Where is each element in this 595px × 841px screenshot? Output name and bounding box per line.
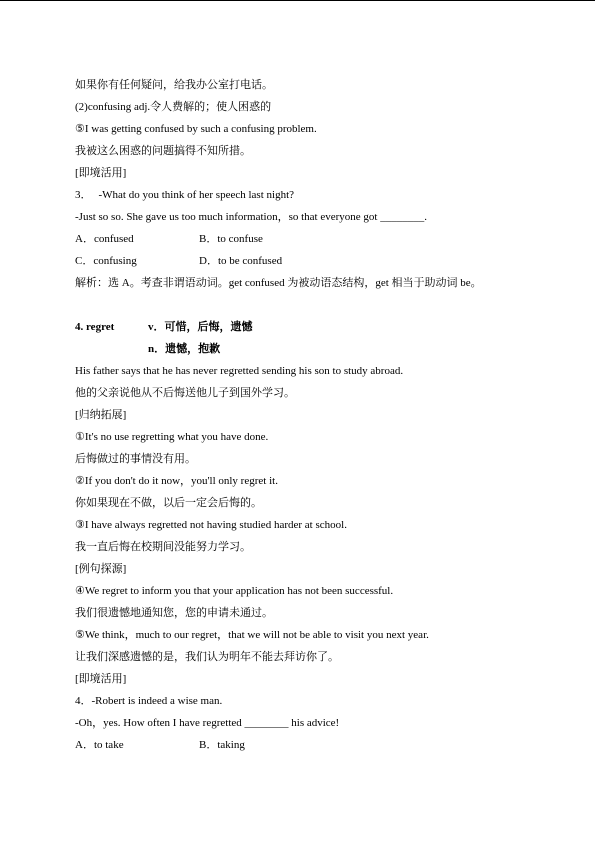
expand-example-2-zh: 你如果现在不做，以后一定会后悔的。 (75, 497, 262, 509)
option-b: B．taking (199, 739, 245, 751)
expand-example-1-zh: 后悔做过的事情没有用。 (75, 453, 196, 465)
question-3-explanation: 解析：选 A。考查非谓语动词。get confused 为被动语态结构，get 相当于助动词 be。 (75, 277, 482, 289)
pos-verb: v．可惜，后悔，遗憾 (148, 321, 253, 333)
question-4 (75, 690, 565, 712)
practice-label-1: [即境活用] (75, 167, 127, 179)
entry-heading-confusing: (2)confusing adj.令人费解的；使人困惑的 (75, 101, 272, 113)
question-4-options (75, 734, 565, 756)
expand-example-2-en: ②If you don't do it now，you'll only regret it. (75, 475, 278, 487)
example-zh: 他的父亲说他从不后悔送他儿子到国外学习。 (75, 387, 295, 399)
option-a: A．confused (75, 233, 134, 245)
source-example-4-zh: 我们很遗憾地通知您，您的申请未通过。 (75, 607, 273, 619)
source-example-5-en: ⑤We think，much to our regret，that we will not be able to visit you next year. (75, 629, 429, 641)
option-c: C．confusing (75, 255, 137, 267)
expand-example-3-en: ③I have always regretted not having studied harder at school. (75, 519, 347, 531)
practice-label-2: [即境活用] (75, 673, 127, 685)
example-en: His father says that he has never regretted sending his son to study abroad. (75, 365, 404, 377)
word-heading: 4. regret (75, 321, 115, 333)
option-d: D．to be confused (199, 255, 283, 267)
expand-example-1-en: ①It's no use regretting what you have done. (75, 431, 269, 443)
prev-translation: 如果你有任何疑问，给我办公室打电话。 (75, 79, 273, 91)
page-content (75, 74, 565, 756)
question-4-text: -Robert is indeed a wise man. (91, 695, 223, 707)
question-4-answer: -Oh，yes. How often I have regretted ________ his advice! (75, 717, 340, 729)
example-5-en: ⑤I was getting confused by such a confusing problem. (75, 123, 317, 135)
source-label: [例句探源] (75, 563, 127, 575)
spacer (75, 294, 565, 316)
question-3-answer: -Just so so. She gave us too much information，so that everyone got ________. (75, 211, 427, 223)
question-3-number: 3． (75, 189, 92, 201)
question-3-options-row-1 (75, 228, 565, 250)
example-5-zh: 我被这么困惑的问题搞得不知所措。 (75, 145, 251, 157)
word-entry-regret (75, 316, 565, 338)
pos-noun: n．遗憾，抱歉 (148, 343, 221, 355)
source-example-5-zh: 让我们深感遗憾的是，我们认为明年不能去拜访你了。 (75, 651, 339, 663)
question-3-text: -What do you think of her speech last night? (98, 189, 295, 201)
pos-noun-line (75, 338, 565, 360)
question-3 (75, 184, 565, 206)
expand-example-3-zh: 我一直后悔在校期间没能努力学习。 (75, 541, 251, 553)
option-b: B．to confuse (199, 233, 263, 245)
top-rule (0, 0, 595, 1)
source-example-4-en: ④We regret to inform you that your application has not been successful. (75, 585, 394, 597)
question-4-number: 4． (75, 695, 92, 707)
option-a: A．to take (75, 739, 124, 751)
question-3-options-row-2 (75, 250, 565, 272)
expand-label: [归纳拓展] (75, 409, 127, 421)
